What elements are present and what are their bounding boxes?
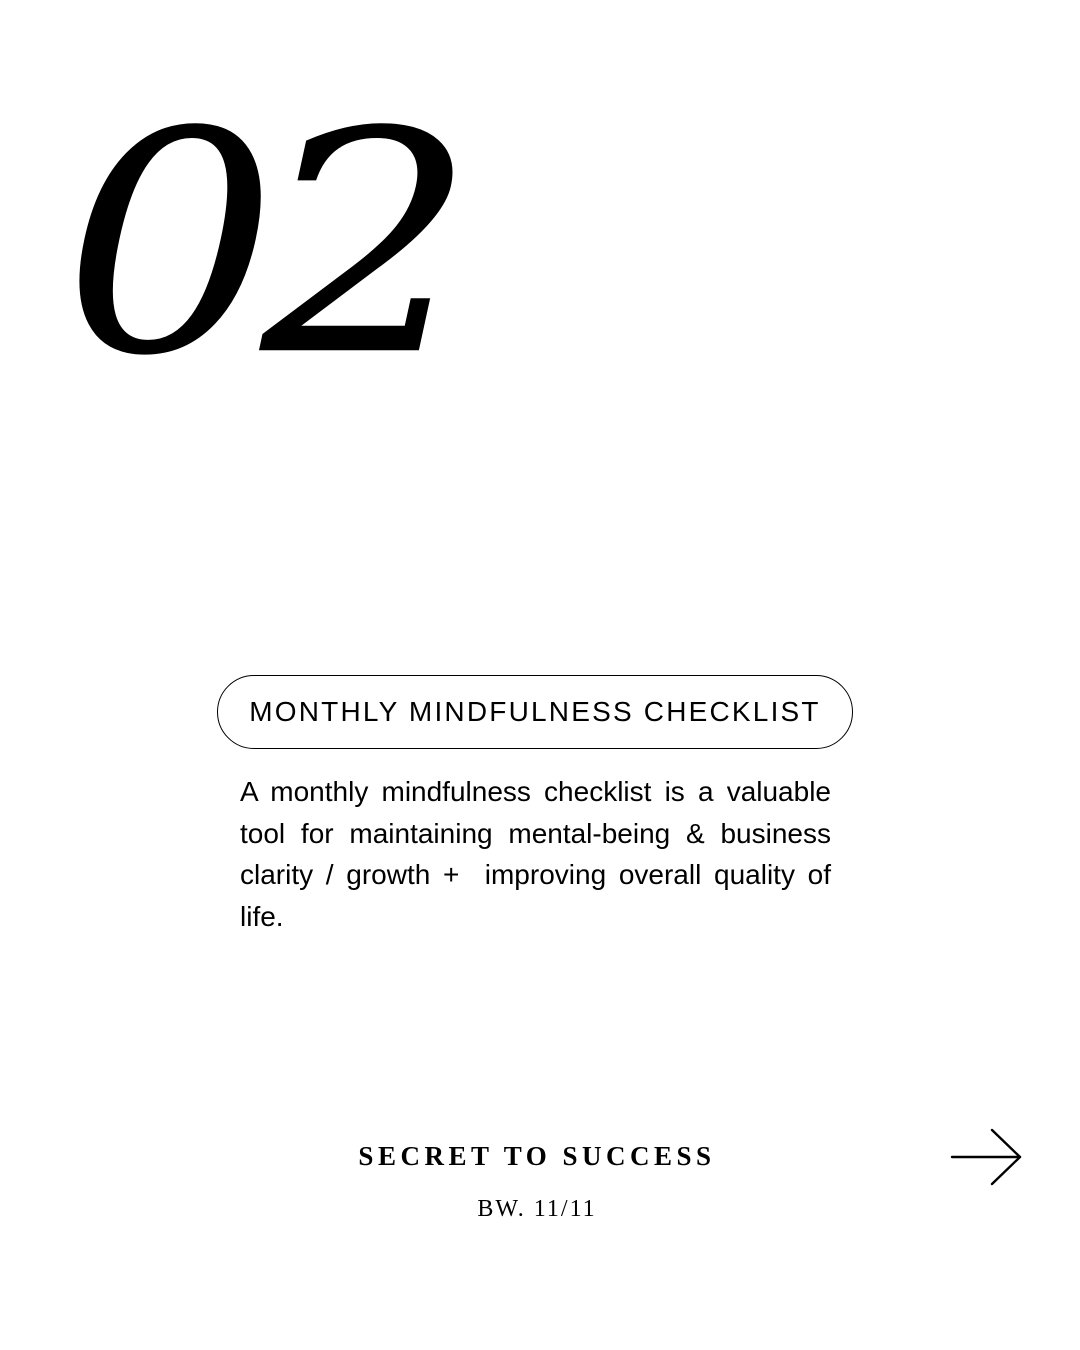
footer-title: SECRET TO SUCCESS xyxy=(358,1141,716,1171)
checklist-title: MONTHLY MINDFULNESS CHECKLIST xyxy=(249,696,821,727)
footer-subtitle: BW. 11/11 xyxy=(477,1196,597,1222)
arrow-right-icon xyxy=(948,1127,1026,1187)
checklist-title-pill xyxy=(217,675,853,749)
slide-number: 02 xyxy=(62,66,459,424)
next-slide-button[interactable] xyxy=(948,1127,1026,1187)
description-text: A monthly mindfulness checklist is a valuable tool for maintaining mental-being & business clarity / growth + improving overall quality of life. xyxy=(240,776,839,932)
